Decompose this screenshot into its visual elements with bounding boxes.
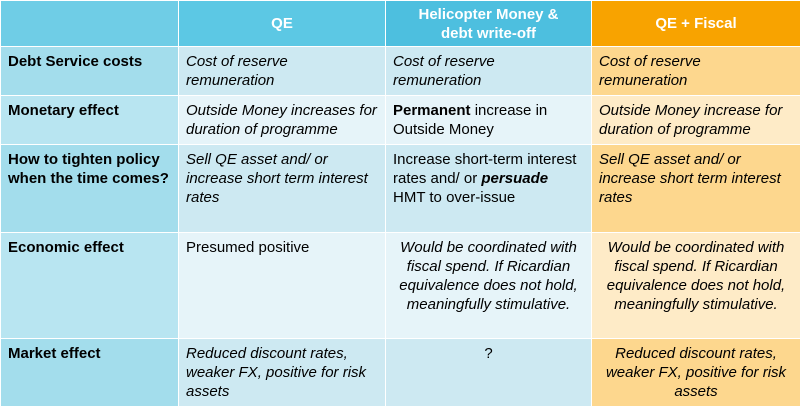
cell-fiscal-economic-effect: Would be coordinated with fiscal spend. If Ricardian equivalence does not hold, meaningfully stimulative. <box>592 233 800 339</box>
row-label-market-effect: Market effect <box>1 339 179 407</box>
cell-fiscal-debt-service: Cost of reserve remuneration <box>592 47 800 96</box>
cell-qe-monetary-effect: Outside Money increases for duration of programme <box>179 96 386 145</box>
cell-fiscal-market-effect: Reduced discount rates, weaker FX, positive for risk assets <box>592 339 800 407</box>
header-heli-line1: Helicopter Money & <box>418 6 558 23</box>
cell-heli-debt-service: Cost of reserve remuneration <box>386 47 592 96</box>
header-helicopter-money <box>386 1 592 47</box>
cell-qe-economic-effect: Presumed positive <box>179 233 386 339</box>
row-label-tighten-policy: How to tighten policy when the time comes? <box>1 145 179 233</box>
row-label-monetary-effect: Monetary effect <box>1 96 179 145</box>
header-blank-cell <box>1 1 179 47</box>
header-qe-fiscal: QE + Fiscal <box>592 1 800 47</box>
row-label-economic-effect: Economic effect <box>1 233 179 339</box>
table-header <box>1 1 800 47</box>
header-row <box>1 1 800 47</box>
cell-heli-monetary-effect <box>386 96 592 145</box>
table-row <box>1 339 800 407</box>
cell-heli-tighten-policy <box>386 145 592 233</box>
heli-monetary-rest: increase in Outside Money <box>393 102 547 138</box>
table-row <box>1 47 800 96</box>
cell-qe-market-effect: Reduced discount rates, weaker FX, positive for risk assets <box>179 339 386 407</box>
cell-heli-market-effect: ? <box>386 339 592 407</box>
cell-qe-debt-service: Cost of reserve remuneration <box>179 47 386 96</box>
cell-fiscal-monetary-effect: Outside Money increase for duration of programme <box>592 96 800 145</box>
table-row <box>1 233 800 339</box>
cell-fiscal-tighten-policy: Sell QE asset and/ or increase short term interest rates <box>592 145 800 233</box>
table-row <box>1 145 800 233</box>
header-qe: QE <box>179 1 386 47</box>
heli-tighten-persuade: persuade <box>481 170 548 187</box>
table-row <box>1 96 800 145</box>
table-body <box>1 47 800 407</box>
row-label-debt-service: Debt Service costs <box>1 47 179 96</box>
heli-monetary-bold: Permanent <box>393 102 471 119</box>
heli-tighten-post: HMT to over-issue <box>393 189 515 206</box>
heli-tighten-pre: Increase short-term interest rates and/ or <box>393 151 576 187</box>
header-heli-line2: debt write-off <box>441 25 536 42</box>
cell-heli-economic-effect: Would be coordinated with fiscal spend. If Ricardian equivalence does not hold, meaningfully stimulative. <box>386 233 592 339</box>
cell-qe-tighten-policy: Sell QE asset and/ or increase short term interest rates <box>179 145 386 233</box>
